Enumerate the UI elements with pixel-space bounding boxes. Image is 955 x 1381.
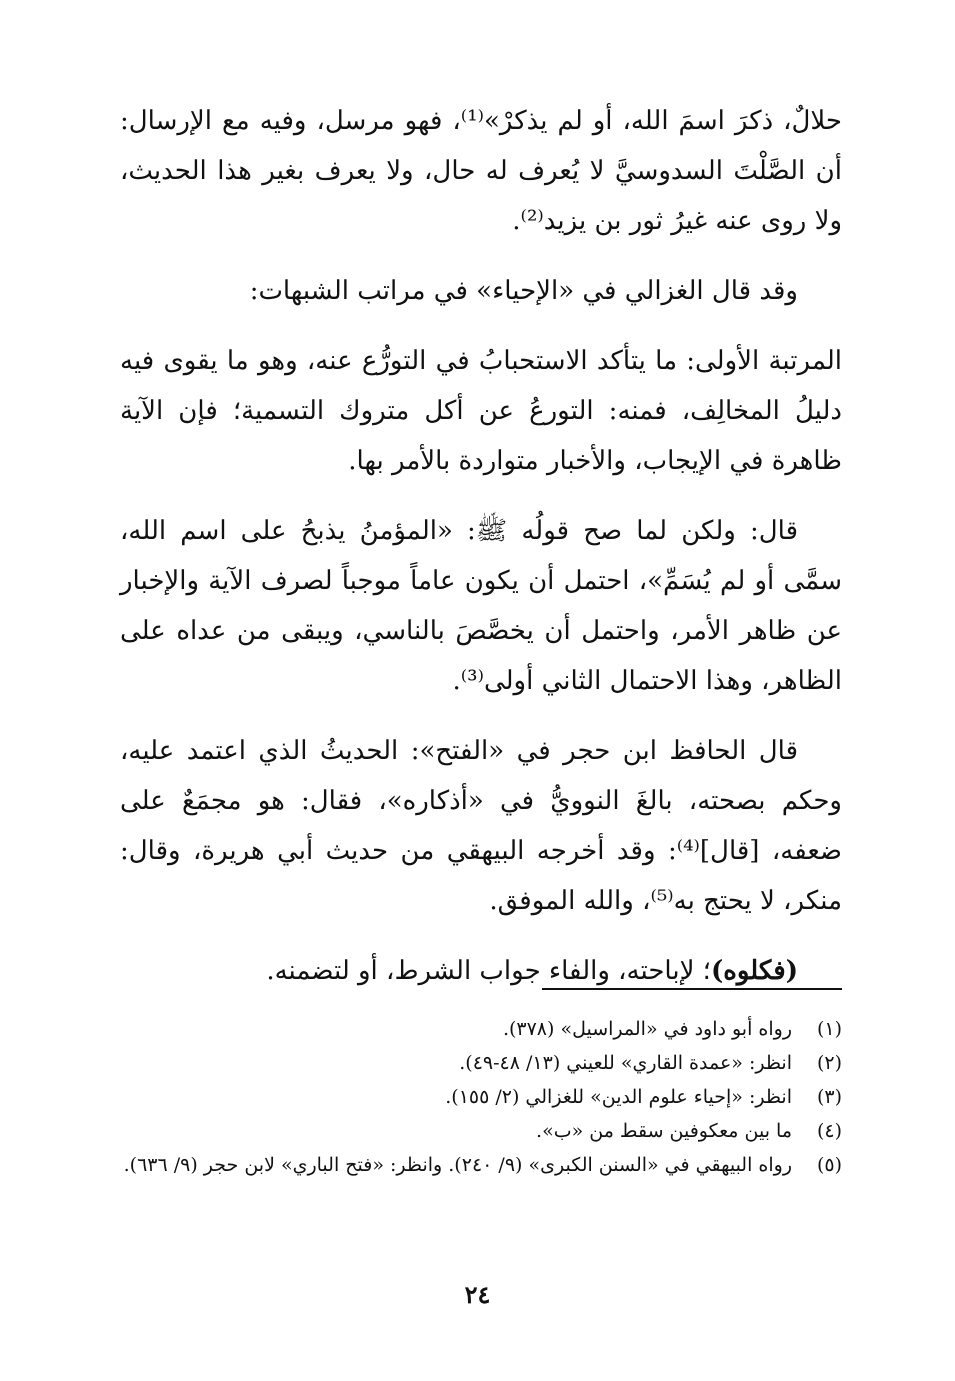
footnote-text: ما بين معكوفين سقط من «ب». <box>536 1120 792 1142</box>
paragraph-3: المرتبة الأولى: ما يتأكد الاستحبابُ في التورُّع عنه، وهو ما يقوى فيه دليلُ المخالِف، فمنه: التورعُ عن أكل متروك التسمية؛ فإن الآية ظاهرة في الإيجاب، والأخبار متواردة بالأمر بها. <box>120 346 842 476</box>
footnote-text: انظر: «عمدة القاري» للعيني (١٣/ ٤٨-٤٩). <box>459 1052 792 1074</box>
footnote-1 <box>120 1012 842 1046</box>
paragraph-5: قال الحافظ ابن حجر في «الفتح»: الحديثُ الذي اعتمد عليه، وحكم بصحته، بالغَ النوويُّ في «أذكاره»، فقال: هو مجمَعٌ على ضعفه، [قال]⁽⁴⁾: وقد أخرجه البيهقي من حديث أبي هريرة، وقال: منكر، لا يحتج به⁽⁵⁾، والله الموفق. <box>120 736 842 916</box>
quoted-word: (فكلوه) <box>710 956 798 986</box>
footnote-3 <box>120 1080 842 1114</box>
footnote-text: انظر: «إحياء علوم الدين» للغزالي (٢/ ١٥٥). <box>445 1086 792 1108</box>
paragraph-6-text: ؛ لإباحته، والفاء جواب الشرط، أو لتضمنه. <box>266 956 711 986</box>
footnotes <box>120 1012 842 1182</box>
footnote-4 <box>120 1114 842 1148</box>
page-number: ٢٤ <box>464 1280 491 1309</box>
footnote-separator <box>542 988 842 990</box>
footnote-number: (٢) <box>816 1052 842 1074</box>
footnote-number: (٤) <box>816 1120 842 1142</box>
footnote-5 <box>120 1148 842 1182</box>
footnote-number: (٣) <box>816 1086 842 1108</box>
footnote-text: رواه البيهقي في «السنن الكبرى» (٩/ ٢٤٠). وانظر: «فتح الباري» لابن حجر (٩/ ٦٣٦). <box>123 1154 792 1176</box>
main-text <box>120 96 842 996</box>
paragraph-4: قال: ولكن لما صح قولُه ﷺ: «المؤمنُ يذبحُ على اسم الله، سمَّى أو لم يُسَمِّ»، احتمل أن يكون عاماً موجباً لصرف الآية والإخبار عن ظاهر الأمر، واحتمل أن يخصَّصَ بالناسي، ويبقى من عداه على الظاهر، وهذا الاحتمال الثاني أولى⁽³⁾. <box>120 516 842 696</box>
footnote-number: (١) <box>816 1018 842 1040</box>
footnote-number: (٥) <box>816 1154 842 1176</box>
footnote-text: رواه أبو داود في «المراسيل» (٣٧٨). <box>502 1018 792 1040</box>
paragraph-1: حلالٌ، ذكرَ اسمَ الله، أو لم يذكرْ»⁽¹⁾، فهو مرسل، وفيه مع الإرسال: أن الصَّلْتَ السدوسيَّ لا يُعرف له حال، ولا يعرف بغير هذا الحديث، ولا روى عنه غيرُ ثور بن يزيد⁽²⁾. <box>120 106 842 236</box>
footnote-2 <box>120 1046 842 1080</box>
paragraph-2: وقد قال الغزالي في «الإحياء» في مراتب الشبهات: <box>249 276 798 306</box>
